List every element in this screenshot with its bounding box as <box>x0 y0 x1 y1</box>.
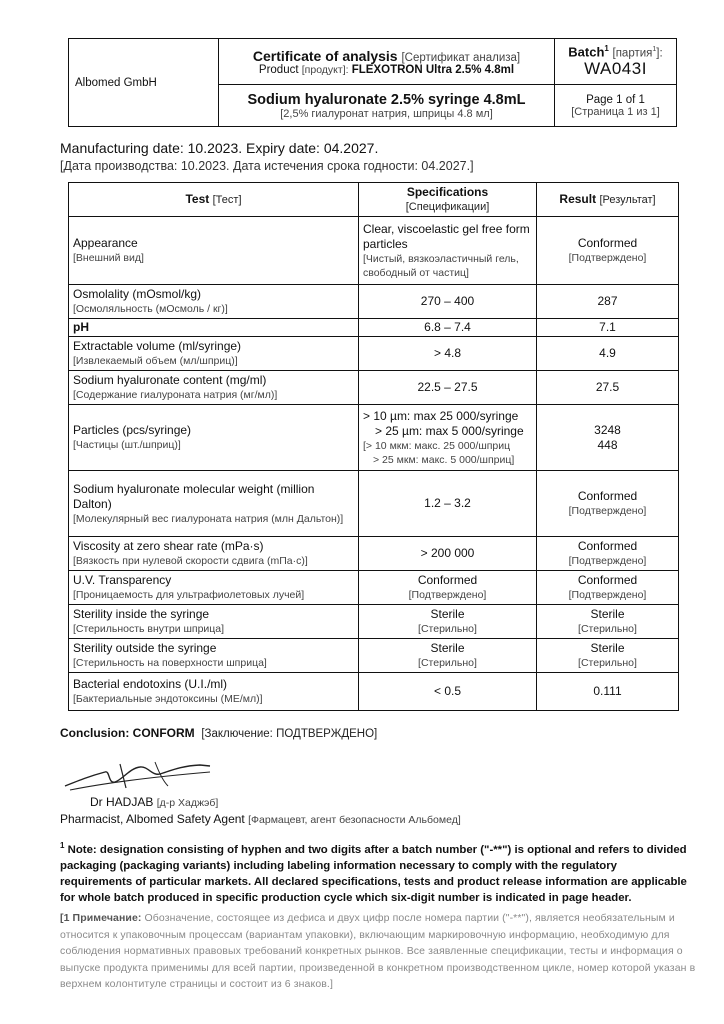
spec-cell: > 4.8 <box>359 337 537 371</box>
table-row <box>69 471 679 537</box>
result-cell: 4.9 <box>537 337 679 371</box>
spec-cell: 6.8 – 7.4 <box>359 319 537 337</box>
result-cell: Conformed [Подтверждено] <box>537 471 679 537</box>
table-row <box>69 319 679 337</box>
product-name-cell <box>219 85 555 127</box>
test-cell: pH <box>69 319 359 337</box>
result-cell: 287 <box>537 285 679 319</box>
spec-cell: 22.5 – 27.5 <box>359 371 537 405</box>
test-cell: Sodium hyaluronate molecular weight (million Dalton) [Молекулярный вес гиалуроната натрия (млн Дальтон)] <box>69 471 359 537</box>
batch-label: Batch$^1$ [партия$^1$]: <box>568 43 663 60</box>
product-name: Sodium hyaluronate 2.5% syringe 4.8mL <box>247 91 526 108</box>
result-cell: Conformed [Подтверждено] <box>537 537 679 571</box>
test-cell: Bacterial endotoxins (U.I./ml) [Бактериальные эндотоксины (МЕ/мл)] <box>69 673 359 711</box>
test-cell: Sodium hyaluronate content (mg/ml) [Содержание гиалуроната натрия (мг/мл)] <box>69 371 359 405</box>
signer-name: Dr HADJAB [д-р Хаджэб] <box>90 795 219 809</box>
title-cell <box>219 39 555 85</box>
company-name: Albomed GmbH <box>69 39 219 127</box>
table-row <box>69 537 679 571</box>
page-cell <box>555 85 677 127</box>
spec-cell: Conformed [Подтверждено] <box>359 571 537 605</box>
spec-cell: Sterile [Стерильно] <box>359 639 537 673</box>
header-test: Test [Тест] <box>69 183 359 217</box>
header-table <box>68 38 677 127</box>
test-cell: Appearance [Внешний вид] <box>69 217 359 285</box>
test-cell: Sterility outside the syringe [Стерильность на поверхности шприца] <box>69 639 359 673</box>
test-cell: U.V. Transparency [Проницаемость для ультрафиолетовых лучей] <box>69 571 359 605</box>
table-row <box>69 337 679 371</box>
spec-cell: > 200 000 <box>359 537 537 571</box>
conclusion: Conclusion: CONFORM [Заключение: ПОДТВЕРЖДЕНО] <box>60 726 378 740</box>
result-cell: 27.5 <box>537 371 679 405</box>
spec-cell: 270 – 400 <box>359 285 537 319</box>
result-cell: 7.1 <box>537 319 679 337</box>
footnote-en: $^1$ Note: designation consisting of hyphen and two digits after a batch number ("-**") is optional and refers to divided packaging (packaging variants) including labeling information necessary to comply with the regulatory requirements of particular markets. All declared specifications, tests and product release information are applicable for whole batch produced in specific production cycle which six-digit number is indicated in page header. <box>60 841 687 904</box>
result-cell: Conformed [Подтверждено] <box>537 571 679 605</box>
result-cell: 3248 448 <box>537 405 679 471</box>
table-header-row <box>69 183 679 217</box>
dates-en: Manufacturing date: 10.2023. Expiry date: 04.2027. <box>60 140 379 156</box>
result-cell: Sterile [Стерильно] <box>537 605 679 639</box>
page-number-ru: [Страница 1 из 1] <box>571 105 660 118</box>
header-result: Result [Результат] <box>537 183 679 217</box>
table-row <box>69 405 679 471</box>
batch-number: WA043I <box>584 59 647 79</box>
product-name-ru: [2,5% гиалуронат натрия, шприцы 4.8 мл] <box>280 107 493 120</box>
table-row <box>69 605 679 639</box>
table-row <box>69 639 679 673</box>
product-line: Product [продукт]: FLEXOTRON Ultra 2.5% 4.8ml <box>258 63 515 76</box>
dates-ru: [Дата производства: 10.2023. Дата истечения срока годности: 04.2027.] <box>60 159 474 173</box>
footnote-ru: [1 Примечание: Обозначение, состоящее из дефиса и двух цифр после номера партии ("-**"), является необязательным и относится к упаковочным процессам (вариантам упаковки), включающим маркировочную информацию, необходимую для соблюдения нормативных правовых требований конкретных рынков. Все заявленные спецификации, тесты и информация о выпуске продукта применимы для всей партии, произведенной в конкретном производственном цикле, номер которой указан в верхнем колонтитуле страницы и состоит из 6 знаков.] <box>60 912 696 990</box>
spec-cell: Sterile [Стерильно] <box>359 605 537 639</box>
spec-cell: Clear, viscoelastic gel free form particles [Чистый, вязкоэластичный гель, свободный от частиц] <box>359 217 537 285</box>
certificate-title: Certificate of analysis [Сертификат анализа] <box>252 47 521 64</box>
signer-role: Pharmacist, Albomed Safety Agent [Фармацевт, агент безопасности Альбомед] <box>60 812 461 826</box>
table-row <box>69 285 679 319</box>
test-cell: Particles (pcs/syringe) [Частицы (шт./шприц)] <box>69 405 359 471</box>
result-cell: Conformed [Подтверждено] <box>537 217 679 285</box>
test-cell: Extractable volume (ml/syringe) [Извлекаемый объем (мл/шприц)] <box>69 337 359 371</box>
dates-block <box>60 139 474 175</box>
spec-cell: 1.2 – 3.2 <box>359 471 537 537</box>
test-cell: Sterility inside the syringe [Стерильность внутри шприца] <box>69 605 359 639</box>
result-cell: Sterile [Стерильно] <box>537 639 679 673</box>
table-row <box>69 217 679 285</box>
header-spec: Specifications [Спецификации] <box>359 183 537 217</box>
table-row <box>69 571 679 605</box>
table-row <box>69 371 679 405</box>
page-number: Page 1 of 1 <box>586 93 645 106</box>
spec-cell: < 0.5 <box>359 673 537 711</box>
results-table <box>68 182 679 711</box>
result-cell: 0.111 <box>537 673 679 711</box>
table-row <box>69 673 679 711</box>
test-cell: Osmolality (mOsmol/kg) [Осмоляльность (мОсмоль / кг)] <box>69 285 359 319</box>
signature-scribble <box>60 758 240 798</box>
batch-cell <box>555 39 677 85</box>
spec-cell: > 10 µm: max 25 000/syringe > 25 µm: max 5 000/syringe [> 10 мкм: макс. 25 000/шприц > 25 мкм: макс. 5 000/шприц] <box>359 405 537 471</box>
test-cell: Viscosity at zero shear rate (mPa·s) [Вязкость при нулевой скорости сдвига (mПа·c)] <box>69 537 359 571</box>
